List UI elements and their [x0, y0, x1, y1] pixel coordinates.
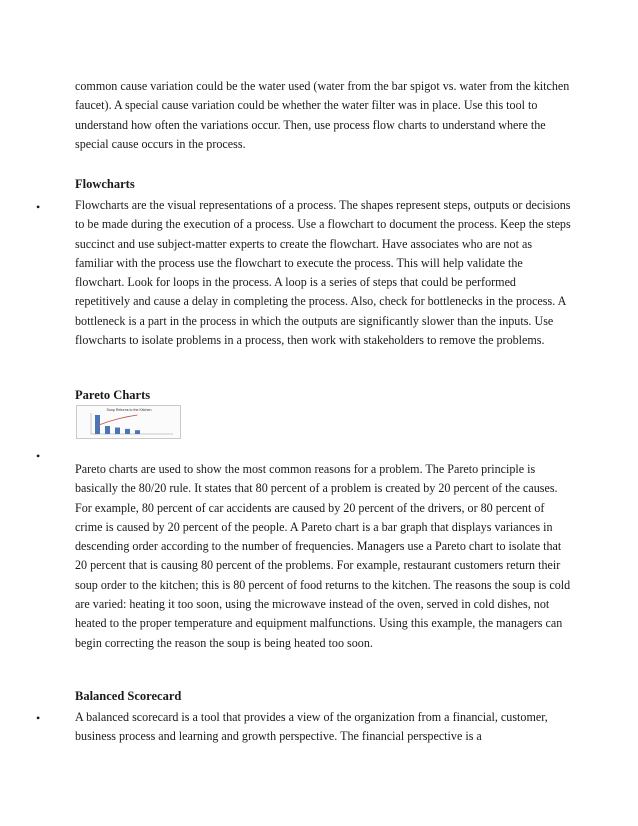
pareto-heading: Pareto Charts: [75, 388, 151, 402]
pareto-thumb-bar: [135, 430, 140, 434]
intro-paragraph: common cause variation could be the water used (water from the bar spigot vs. water from the kitchen faucet). A special cause variation could be whether the water filter was in place. Use this tool to understand how often the variations occur. Then, use process flow charts to understand where the special cause occurs in the process.: [75, 79, 570, 151]
pareto-thumb-bar: [125, 429, 130, 434]
pareto-thumb-bar: [115, 428, 120, 434]
pareto-thumb-bars: [95, 415, 140, 434]
pareto-bullet: •: [36, 449, 41, 463]
flowcharts-heading: Flowcharts: [75, 177, 135, 191]
scorecard-heading: Balanced Scorecard: [75, 689, 182, 703]
pareto-thumb-title: Soup Returns to the Kitchen: [106, 408, 152, 412]
scorecard-paragraph: A balanced scorecard is a tool that provides a view of the organization from a financial, customer, business process and learning and growth perspective. The financial perspective is a: [75, 710, 548, 744]
scorecard-bullet: •: [36, 711, 41, 725]
flowcharts-paragraph: Flowcharts are the visual representations of a process. The shapes represent steps, outputs or decisions to be made during the execution of a process. Use a flowchart to document the process. Keep the steps succinct and use subject-matter experts to create the flowchart. Have associates who are not as familiar with the process use the flowchart to execute the process. This will help validate the flowchart. Look for loops in the process. A loop is a series of steps that could be performed repetitively and cause a delay in completing the process. Also, check for bottlenecks in the process. A bottleneck is a part in the process in which the outputs are significantly slower than the inputs. Use flowcharts to isolate problems in a process, then work with stakeholders to remove the problems.: [75, 198, 571, 348]
pareto-chart-svg: [77, 406, 180, 438]
pareto-thumb-bar: [105, 426, 110, 434]
flowcharts-bullet: •: [36, 200, 41, 214]
pareto-paragraph: Pareto charts are used to show the most common reasons for a problem. The Pareto principle is basically the 80/20 rule. It states that 80 percent of a problem is created by 20 percent of the causes. For example, 80 percent of car accidents are caused by 20 percent of the drivers, or 80 percent of crime is caused by 20 percent of the people. A Pareto chart is a bar graph that displays variances in descending order according to the number of frequencies. Managers use a Pareto chart to isolate that 20 percent that is causing 80 percent of the problems. For example, restaurant customers return their soup order to the kitchen; this is 80 percent of food returns to the kitchen. The reasons the soup is cold are varied: heating it too soon, using the microwave instead of the oven, served in cold dishes, not heated to the proper temperature and equipment malfunctions. Using this example, the managers can begin correcting the reason the soup is being heated too soon.: [75, 462, 571, 650]
pareto-chart-thumbnail: [76, 405, 181, 439]
pareto-thumb-cumulative-line: [98, 415, 138, 425]
